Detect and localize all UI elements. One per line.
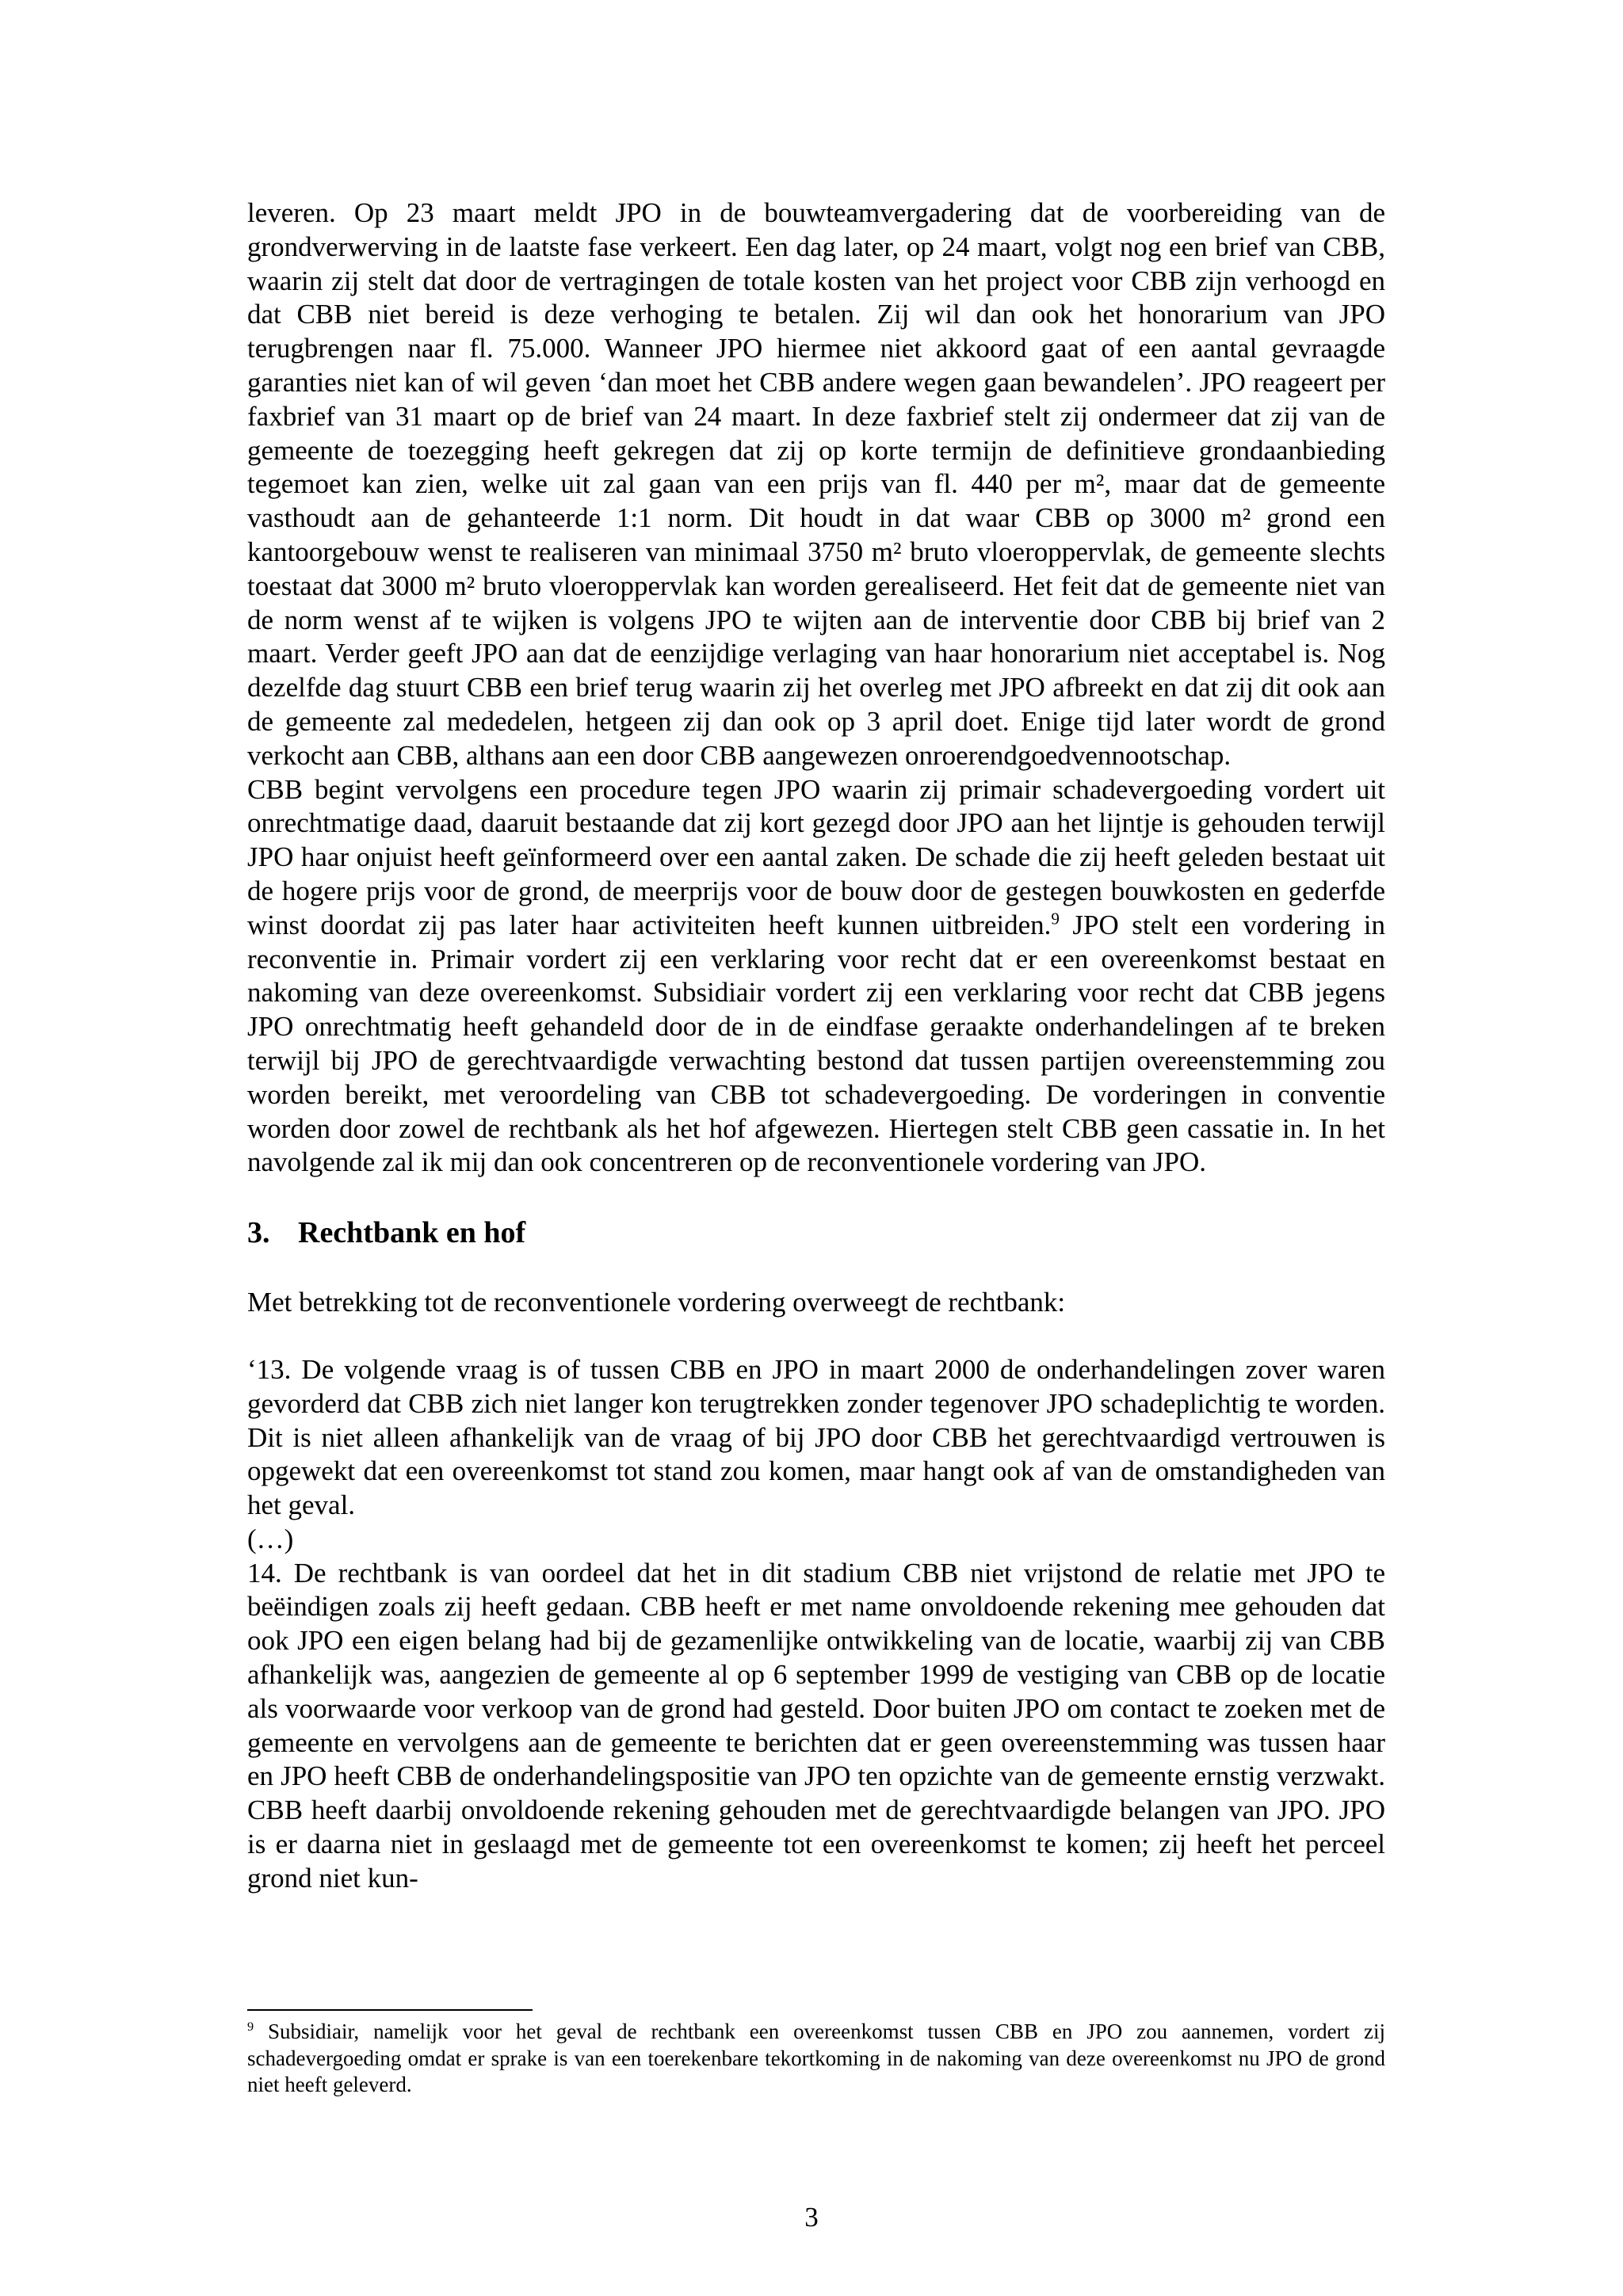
quote-ellipsis: (…) xyxy=(247,1523,294,1554)
section-number: 3. xyxy=(247,1216,270,1250)
spacer xyxy=(247,1180,1385,1213)
footnote-text: Subsidiair, namelijk voor het geval de rechtbank een overeenkomst tussen CBB en JPO zou aannemen, vordert zij schadevergoeding omdat er sprake is van een toerekenbare tekortkoming in de nakoming van deze overeenkomst nu JPO de grond niet heeft geleverd. xyxy=(247,2019,1385,2096)
footnote-9 xyxy=(247,2019,1385,2099)
paragraph-procedure xyxy=(247,773,1385,1180)
footnote-reference[interactable]: 9 xyxy=(1051,909,1060,929)
page-number: 3 xyxy=(804,2202,819,2233)
footnote-number: 9 xyxy=(247,2019,254,2034)
spacer xyxy=(247,1320,1385,1353)
paragraph-procedure-text-2: JPO stelt een vordering in reconventie in. Primair vordert zij een verklaring voor recht dat er een overeenkomst bestaat en nakoming van deze overeenkomst. Subsidiair vordert zij een verklaring voor recht dat CBB jegens JPO onrechtmatig heeft gehandeld door de in de eindfase geraakte onderhandelingen af te breken terwijl bij JPO de gerechtvaardigde verwachting bestond dat tussen partijen overeenstemming zou worden bereikt, met veroordeling van CBB tot schadevergoeding. De vorderingen in conventie worden door zowel de rechtbank als het hof afgewezen. Hiertegen stelt CBB geen cassatie in. In het navolgende zal ik mij dan ook concentreren op de reconventionele vordering van JPO. xyxy=(247,909,1385,1178)
section-heading xyxy=(247,1213,1385,1253)
section-title: Rechtbank en hof xyxy=(298,1216,526,1250)
page-body xyxy=(247,196,1385,1896)
spacer xyxy=(247,1253,1385,1286)
footnote-separator xyxy=(247,2009,533,2011)
paragraph-facts: leveren. Op 23 maart meldt JPO in de bouwteamvergadering dat de voorbereiding van de grondverwerving in de laatste fase verkeert. Een dag later, op 24 maart, volgt nog een brief van CBB, waarin zij stelt dat door de vertragingen de totale kosten van het project voor CBB zijn verhoogd en dat CBB niet bereid is deze verhoging te betalen. Zij wil dan ook het honorarium van JPO terugbrengen naar fl. 75.000. Wanneer JPO hiermee niet akkoord gaat of een aantal gevraagde garanties niet kan of wil geven ‘dan moet het CBB andere wegen gaan bewandelen’. JPO reageert per faxbrief van 31 maart op de brief van 24 maart. In deze faxbrief stelt zij ondermeer dat zij van de gemeente de toezegging heeft gekregen dat zij op korte termijn de definitieve grondaanbieding tegemoet kan zien, welke uit zal gaan van een prijs van fl. 440 per m², maar dat de gemeente vasthoudt aan de gehanteerde 1:1 norm. Dit houdt in dat waar CBB op 3000 m² grond een kantoorgebouw wenst te realiseren van minimaal 3750 m² bruto vloeroppervlak, de gemeente slechts toestaat dat 3000 m² bruto vloeroppervlak kan worden gerealiseerd. Het feit dat de gemeente niet van de norm wenst af te wijken is volgens JPO te wijten aan de interventie door CBB bij brief van 2 maart. Verder geeft JPO aan dat de eenzijdige verlaging van haar honorarium niet acceptabel is. Nog dezelfde dag stuurt CBB een brief terug waarin zij het overleg met JPO afbreekt en dat zij dit ook aan de gemeente zal mededelen, hetgeen zij dan ook op 3 april doet. Enige tijd later wordt de grond verkocht aan CBB, althans aan een door CBB aangewezen onroerendgoedvennootschap. xyxy=(247,197,1385,771)
paragraph-intro: Met betrekking tot de reconventionele vordering overweegt de rechtbank: xyxy=(247,1287,1066,1318)
paragraph-procedure-text-1: CBB begint vervolgens een procedure tegen JPO waarin zij primair schadevergoeding vordert uit onrechtmatige daad, daaruit bestaande dat zij kort gezegd door JPO aan het lijntje is gehouden terwijl JPO haar onjuist heeft geïnformeerd over een aantal zaken. De schade die zij heeft geleden bestaat uit de hogere prijs voor de grond, de meerprijs voor de bouw door de gestegen bouwkosten en gederfde winst doordat zij pas later haar activiteiten heeft kunnen uitbreiden. xyxy=(247,773,1385,940)
quote-paragraph-14: 14. De rechtbank is van oordeel dat het in dit stadium CBB niet vrijstond de relatie met JPO te beëindigen zoals zij heeft gedaan. CBB heeft er met name onvoldoende rekening mee gehouden dat ook JPO een eigen belang had bij de gezamenlijke ontwikkeling van de locatie, waarbij zij van CBB afhankelijk was, aangezien de gemeente al op 6 september 1999 de vestiging van CBB op de locatie als voorwaarde voor verkoop van de grond had gesteld. Door buiten JPO om contact te zoeken met de gemeente en vervolgens aan de gemeente te berichten dat er geen overeenstemming was tussen haar en JPO heeft CBB de onderhandelingspositie van JPO ten opzichte van de gemeente ernstig verzwakt. CBB heeft daarbij onvoldoende rekening gehouden met de gerechtvaardigde belangen van JPO. JPO is er daarna niet in geslaagd met de gemeente tot een overeenkomst te komen; zij heeft het perceel grond niet kun- xyxy=(247,1557,1385,1894)
quote-paragraph-13: ‘13. De volgende vraag is of tussen CBB en JPO in maart 2000 de onderhandelingen zover waren gevorderd dat CBB zich niet langer kon terugtrekken zonder tegenover JPO schadeplichtig te worden. Dit is niet alleen afhankelijk van de vraag of bij JPO door CBB het gerechtvaardigd vertrouwen is opgewekt dat een overeenkomst tot stand zou komen, maar hangt ook af van de omstandigheden van het geval. xyxy=(247,1353,1385,1521)
